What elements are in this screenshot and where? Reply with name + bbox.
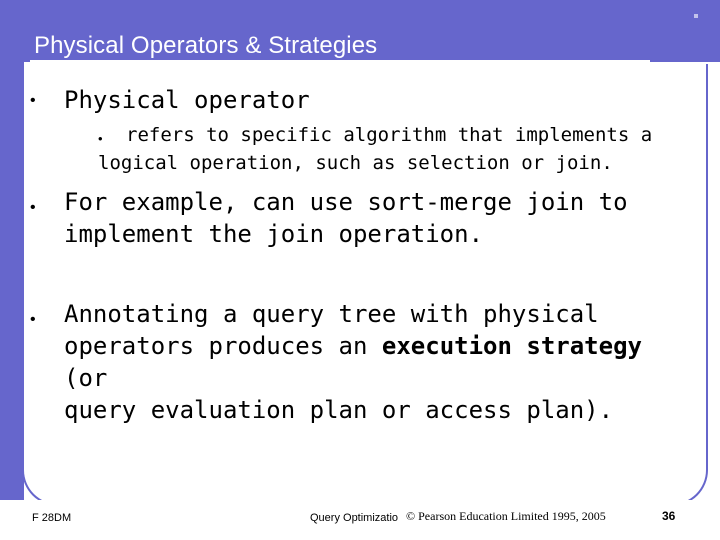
sub-bullet-1-line2: logical operation, such as selection or join. xyxy=(98,152,613,174)
corner-marker xyxy=(694,14,698,18)
bullet-3-line2-part1: operators produces an xyxy=(64,332,382,360)
page-number: 36 xyxy=(662,509,676,523)
sub-bullet-glyph: • xyxy=(98,131,103,146)
bullet-2-line2: implement the join operation. xyxy=(64,220,484,248)
left-accent-band xyxy=(0,0,24,540)
bullet-2-text xyxy=(64,186,664,250)
bullet-glyph: • xyxy=(30,311,36,328)
execution-strategy-emphasis: execution strategy xyxy=(381,332,642,360)
bullet-glyph: • xyxy=(30,92,36,109)
title-underline xyxy=(30,60,650,63)
bullet-2-line1: For example, can use sort-merge join to xyxy=(64,188,628,216)
footer-course-code: F 28DM xyxy=(32,512,72,524)
slide-title: Physical Operators & Strategies xyxy=(34,32,378,59)
footer-copyright: © Pearson Education Limited 1995, 2005 xyxy=(406,509,606,523)
bullet-3-line1: Annotating a query tree with physical xyxy=(64,300,599,328)
bullet-3-line2-part2: (or xyxy=(64,364,108,392)
bullet-3-line3: query evaluation plan or access plan). xyxy=(64,396,614,424)
bullet-1-text: Physical operator xyxy=(64,86,310,114)
bullet-3-text xyxy=(64,298,694,426)
sub-bullet-1-line1: refers to specific algorithm that implements a xyxy=(126,124,653,146)
footer-topic: Query Optimizatio xyxy=(310,512,399,524)
sub-bullet-1-text xyxy=(98,121,658,177)
bullet-glyph: • xyxy=(30,199,36,216)
